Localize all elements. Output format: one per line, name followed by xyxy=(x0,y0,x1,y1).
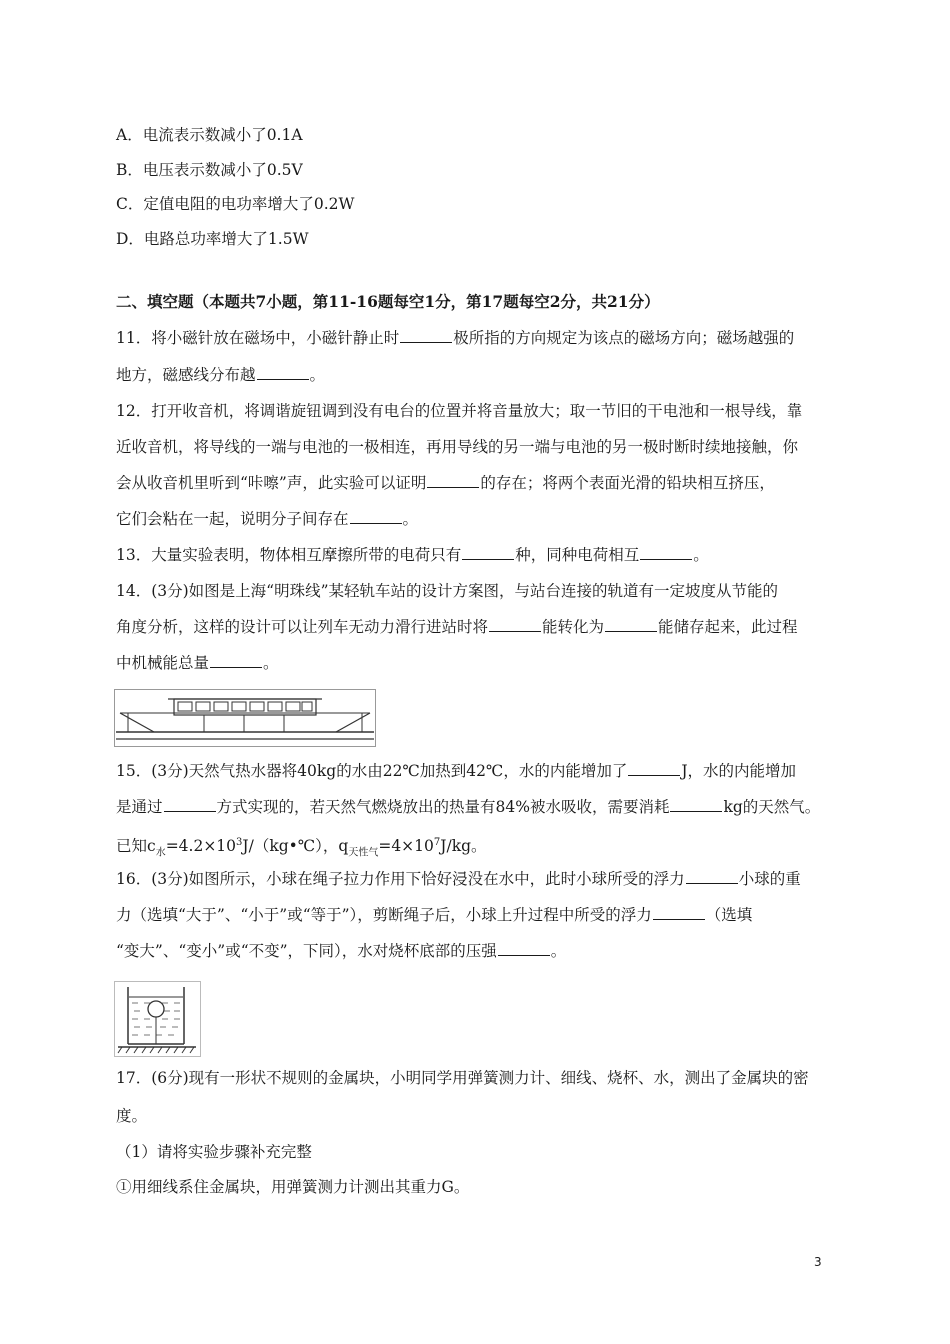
page-number: 3 xyxy=(814,1255,822,1269)
answer-blank xyxy=(498,940,550,956)
q13-line: 13．大量实验表明，物体相互摩擦所带的电荷只有 种，同种电荷相互 。 xyxy=(116,546,709,564)
q15-line3: 已知$c_水=4.2\times 10^3J/(kg•℃)$，$q_{天性气}=4\times 10^7J/kg$。 xyxy=(116,837,487,859)
answer-blank xyxy=(686,868,738,884)
section-heading: 二、填空题（本题共7小题，第11-16题每空1分，第17题每空2分，共21分） xyxy=(116,292,660,311)
station-figure xyxy=(114,689,376,747)
option-b: B．电压表示数减小了0.5V xyxy=(116,161,303,179)
answer-blank xyxy=(489,616,541,632)
beaker-figure xyxy=(114,981,201,1057)
answer-blank xyxy=(670,796,722,812)
q17-line4: ①用细线系住金属块，用弹簧测力计测出其重力G。 xyxy=(116,1178,470,1196)
answer-blank xyxy=(462,544,514,560)
answer-blank xyxy=(605,616,657,632)
answer-blank xyxy=(653,904,705,920)
answer-blank xyxy=(257,364,309,380)
q12-line3: 会从收音机里听到“咔嚓”声，此实验可以证明 的存在；将两个表面光滑的铅块相互挤压， xyxy=(116,474,775,492)
q14-line3: 中机械能总量 。 xyxy=(116,654,279,672)
option-a: A．电流表示数减小了0.1A xyxy=(116,126,303,144)
q14-line2: 角度分析，这样的设计可以让列车无动力滑行进站时将 能转化为 能储存起来，此过程 xyxy=(116,618,798,636)
q15-line2: 是通过 方式实现的，若天然气燃烧放出的热量有84%被水吸收，需要消耗 kg的天然气。 xyxy=(116,798,821,816)
q16-line2: 力（选填“大于”、“小于”或“等于”），剪断绳子后，小球上升过程中所受的浮力 （选填 xyxy=(116,906,753,924)
answer-blank xyxy=(210,652,262,668)
answer-blank xyxy=(640,544,692,560)
q12-line1: 12．打开收音机，将调谐旋钮调到没有电台的位置并将音量放大；取一节旧的干电池和一根导线，靠 xyxy=(116,402,803,420)
q17-line3: （1）请将实验步骤补充完整 xyxy=(116,1143,312,1161)
q12-line4: 它们会粘在一起，说明分子间存在 。 xyxy=(116,510,419,528)
q17-line2: 度。 xyxy=(116,1107,148,1125)
q14-line1: 14．(3分)如图是上海“明珠线”某轻轨车站的设计方案图，与站台连接的轨道有一定坡度从节能的 xyxy=(116,582,779,600)
answer-blank xyxy=(427,472,479,488)
answer-blank xyxy=(400,327,452,343)
option-d: D．电路总功率增大了1.5W xyxy=(116,230,309,248)
q11-line2: 地方，磁感线分布越 。 xyxy=(116,366,326,384)
q15-line1: 15．(3分)天然气热水器将40kg的水由22℃加热到42℃，水的内能增加了 J，水的内能增加 xyxy=(116,762,797,780)
q12-line2: 近收音机，将导线的一端与电池的一极相连，再用导线的另一端与电池的另一极时断时续地接触，你 xyxy=(116,438,799,456)
q17-line1: 17．(6分)现有一形状不规则的金属块，小明同学用弹簧测力计、细线、烧杯、水，测出了金属块的密 xyxy=(116,1069,809,1087)
option-c: C．定值电阻的电功率增大了0.2W xyxy=(116,195,355,213)
answer-blank xyxy=(350,508,402,524)
q16-line3: “变大”、“变小”或“不变”，下同），水对烧杯底部的压强 。 xyxy=(116,942,567,960)
answer-blank xyxy=(164,796,216,812)
q16-line1: 16．(3分)如图所示，小球在绳子拉力作用下恰好浸没在水中，此时小球所受的浮力 小球的重 xyxy=(116,870,801,888)
answer-blank xyxy=(628,760,680,776)
q11-line1: 11．将小磁针放在磁场中，小磁针静止时 极所指的方向规定为该点的磁场方向；磁场越强的 xyxy=(116,329,795,347)
